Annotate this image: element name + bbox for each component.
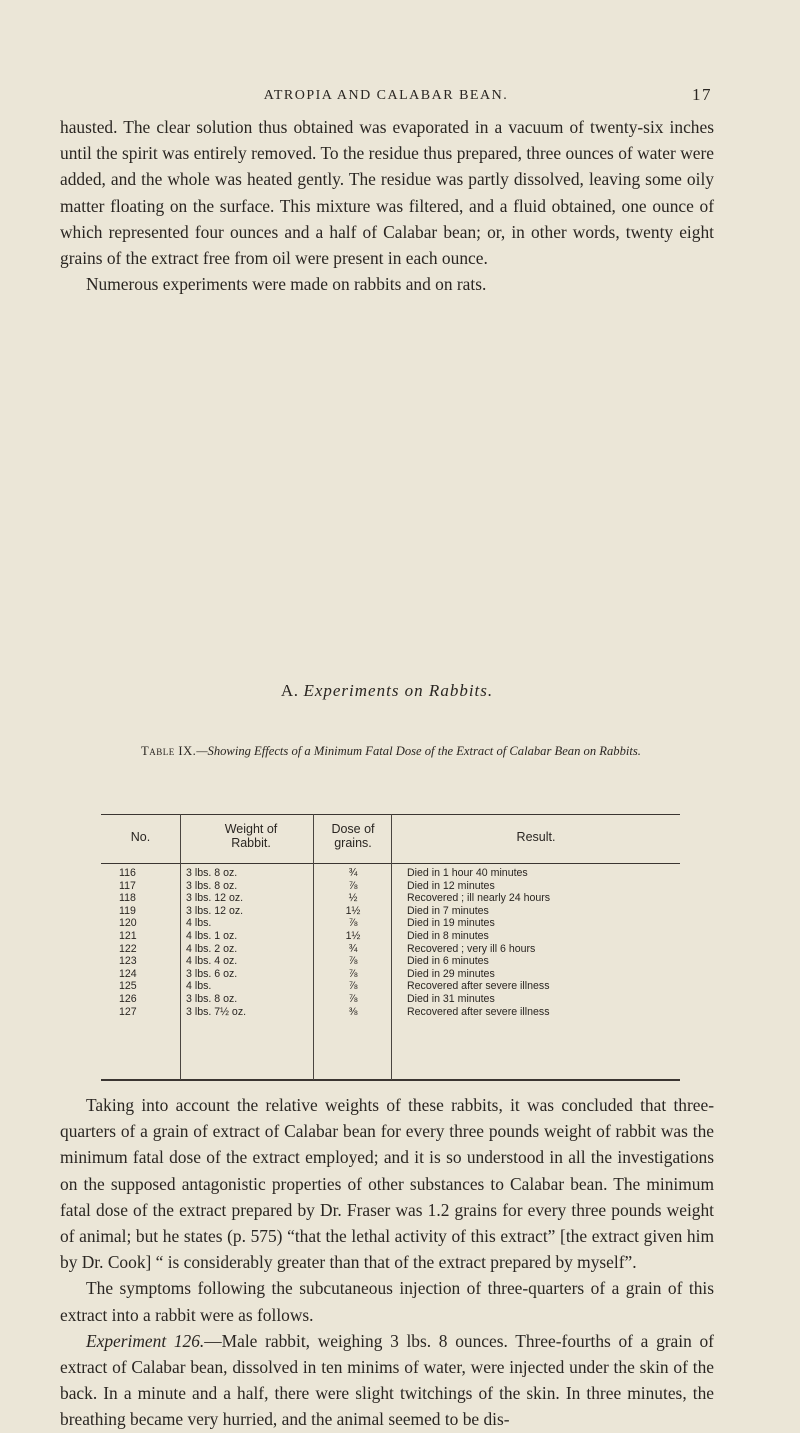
paragraph: hausted. The clear solution thus obtained was evaporated in a vacuum of twenty-six inches until the spirit was entirely removed. To the residue thus prepared, three ounces of water were added, and the whole was heated gently. The residue was partly dissolved, leaving some oily matter floating on the surface. This mixture was filtered, and a fluid obtained, one ounce of which represented four ounces and a half of Calabar bean; or, in other words, twenty eight grains of the extract free from oil were present in each ounce. bbox=[60, 117, 714, 269]
column-header-result: Result. bbox=[516, 830, 556, 844]
cell-result: Died in 29 minutes bbox=[407, 967, 495, 980]
table-row bbox=[101, 968, 680, 981]
experiment-paragraph bbox=[60, 1328, 714, 1433]
cell-weight: 4 lbs. 1 oz. bbox=[186, 930, 238, 942]
cell-no: 118 bbox=[119, 892, 136, 905]
running-head bbox=[60, 85, 712, 110]
table-row bbox=[101, 880, 680, 893]
table-caption-text: —Showing Effects of a Minimum Fatal Dose of the Extract of Calabar Bean on Rabbits. bbox=[196, 744, 641, 758]
cell-dose: ⅞ bbox=[348, 879, 358, 892]
cell-dose: ½ bbox=[348, 892, 358, 905]
cell-result: Recovered ; very ill 6 hours bbox=[407, 942, 536, 955]
cell-dose: ⅞ bbox=[348, 967, 358, 980]
cell-weight: 3 lbs. 8 oz. bbox=[186, 867, 238, 879]
table-row bbox=[101, 943, 680, 956]
cell-weight: 3 lbs. 8 oz. bbox=[186, 879, 238, 892]
section-heading bbox=[60, 681, 714, 701]
cell-dose: ¾ bbox=[348, 942, 358, 955]
table-row bbox=[101, 1006, 680, 1019]
cell-result: Died in 8 minutes bbox=[407, 930, 489, 942]
cell-dose: ⅞ bbox=[348, 955, 358, 968]
cell-dose: ⅞ bbox=[348, 993, 358, 1005]
cell-no: 116 bbox=[119, 867, 136, 879]
body-text-top bbox=[60, 114, 714, 297]
cell-no: 122 bbox=[119, 942, 137, 955]
cell-dose: ¾ bbox=[348, 867, 358, 879]
section-letter: A. bbox=[280, 681, 299, 700]
cell-no: 126 bbox=[119, 993, 137, 1005]
table-row bbox=[101, 955, 680, 968]
cell-weight: 3 lbs. 12 oz. bbox=[186, 892, 244, 905]
column-header-no: No. bbox=[130, 830, 151, 844]
cell-dose: ⅞ bbox=[348, 980, 358, 993]
table-caption-label: Table IX. bbox=[141, 744, 197, 758]
cell-no: 120 bbox=[119, 917, 137, 930]
table-row bbox=[101, 917, 680, 930]
cell-weight: 3 lbs. 8 oz. bbox=[186, 993, 238, 1005]
cell-no: 127 bbox=[119, 1005, 137, 1018]
page-number: 17 bbox=[692, 85, 712, 104]
cell-no: 125 bbox=[119, 980, 137, 993]
cell-weight: 4 lbs. 4 oz. bbox=[186, 955, 238, 968]
body-text-bottom bbox=[60, 1092, 714, 1433]
cell-result: Died in 19 minutes bbox=[407, 917, 495, 930]
cell-dose: 1½ bbox=[345, 904, 361, 917]
cell-no: 117 bbox=[119, 879, 136, 892]
column-header-weight: Weight of Rabbit. bbox=[224, 822, 278, 850]
experiment-label: Experiment 126. bbox=[86, 1330, 205, 1351]
cell-weight: 3 lbs. 7½ oz. bbox=[186, 1005, 247, 1018]
cell-weight: 4 lbs. bbox=[186, 917, 212, 930]
cell-dose: ⅞ bbox=[348, 917, 358, 930]
cell-result: Recovered after severe illness bbox=[407, 980, 550, 993]
table-row bbox=[101, 993, 680, 1006]
column-header-dose: Dose of grains. bbox=[331, 822, 375, 850]
table-row bbox=[101, 892, 680, 905]
cell-dose: ⅜ bbox=[348, 1005, 358, 1018]
cell-result: Recovered after severe illness bbox=[407, 1005, 550, 1018]
cell-no: 121 bbox=[119, 930, 137, 942]
cell-result: Died in 6 minutes bbox=[407, 955, 489, 968]
cell-result: Died in 7 minutes bbox=[407, 904, 489, 917]
cell-dose: 1½ bbox=[345, 930, 361, 942]
table-caption bbox=[96, 742, 686, 760]
section-title: Experiments on Rabbits. bbox=[303, 681, 494, 700]
cell-no: 119 bbox=[119, 904, 136, 917]
cell-no: 124 bbox=[119, 967, 137, 980]
cell-weight: 3 lbs. 12 oz. bbox=[186, 904, 244, 917]
cell-result: Recovered ; ill nearly 24 hours bbox=[407, 892, 551, 905]
experiment-text: —Male rabbit, weighing 3 lbs. 8 ounces. Three-fourths of a grain of extract of Calabar bean, dissolved in ten minims of water, were injected under the skin of the back. In a minute and a half, there were slight twitchings of the skin. In three minutes, the breathing became very hurried, and the animal seemed to be dis- bbox=[60, 1330, 714, 1430]
cell-weight: 4 lbs. 2 oz. bbox=[186, 942, 238, 955]
data-table bbox=[101, 814, 680, 1083]
paragraph: Taking into account the relative weights of these rabbits, it was concluded that three-quarters of a grain of extract of Calabar bean for every three pounds weight of rabbit was the minimum fatal dose of the extract employed; and it is so understood in all the investigations on the supposed antagonistic properties of other substances to Calabar bean. The minimum fatal dose of the extract prepared by Dr. Fraser was 1.2 grains for every three pounds weight of animal; but he states (p. 575) “that the lethal activity of this extract” [the extract given him by Dr. Cook] “ is considerably greater than that of the extract prepared by myself”. bbox=[60, 1095, 714, 1273]
cell-result: Died in 12 minutes bbox=[407, 879, 495, 892]
cell-weight: 4 lbs. bbox=[186, 980, 212, 993]
cell-result: Died in 31 minutes bbox=[407, 993, 495, 1005]
cell-no: 123 bbox=[119, 955, 137, 968]
paragraph: Numerous experiments were made on rabbits and on rats. bbox=[86, 274, 487, 295]
paragraph: The symptoms following the subcutaneous injection of three-quarters of a grain of this extract into a rabbit were as follows. bbox=[60, 1278, 714, 1325]
table-row bbox=[101, 867, 680, 880]
running-head-title: ATROPIA AND CALABAR BEAN. bbox=[263, 88, 509, 103]
table-row bbox=[101, 930, 680, 943]
cell-weight: 3 lbs. 6 oz. bbox=[186, 967, 238, 980]
cell-result: Died in 1 hour 40 minutes bbox=[407, 867, 528, 879]
table-row bbox=[101, 905, 680, 918]
table-row bbox=[101, 980, 680, 993]
